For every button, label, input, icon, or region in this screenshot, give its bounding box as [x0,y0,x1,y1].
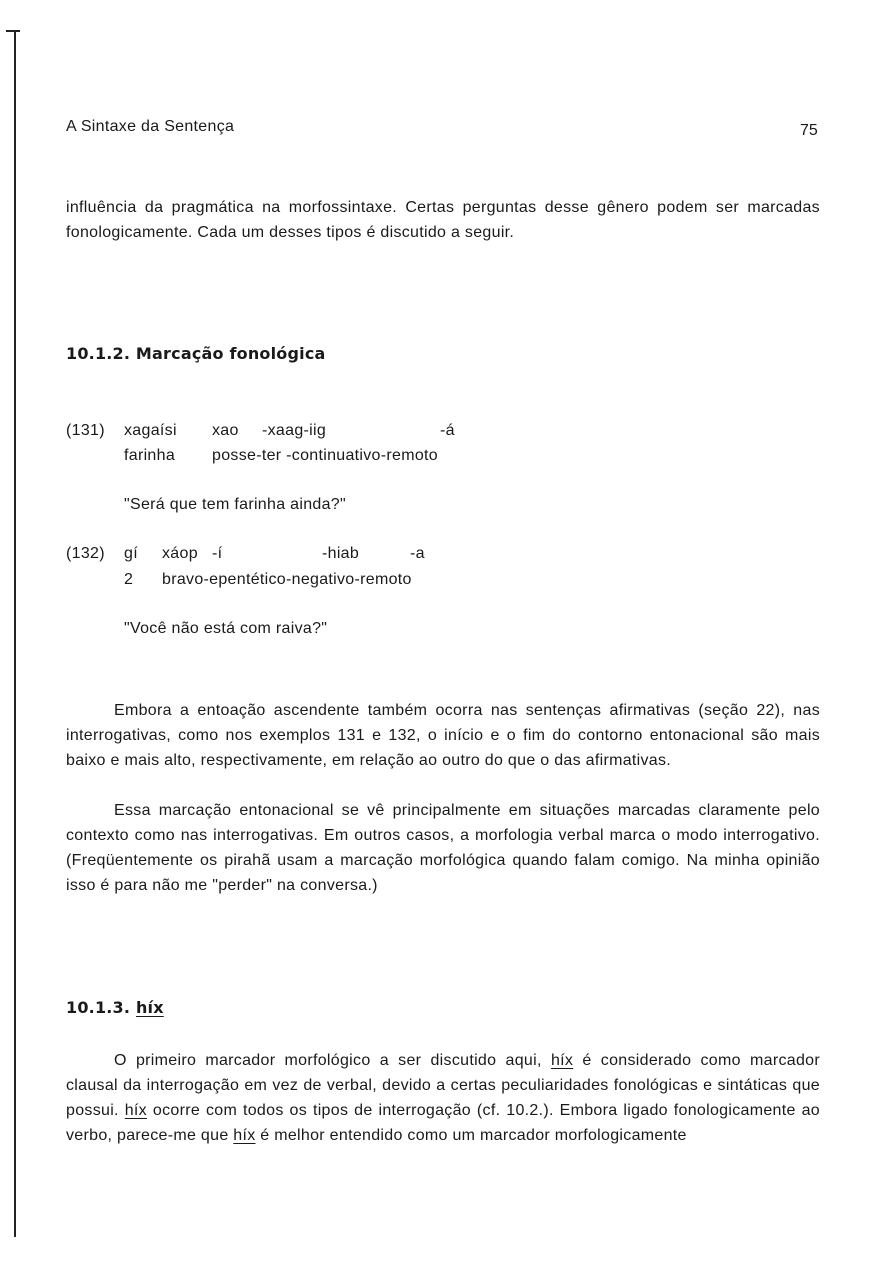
section-heading-term: híx [135,998,164,1017]
paragraph-hix-part-2: é considerado como marcador clausal da interrogação em vez de verbal, devido a certas peculiaridades fonológicas e sintáticas que possui. [66,1052,820,1119]
binding-edge-line [14,32,16,1237]
hix-term-2: híx [124,1102,147,1119]
example-132-gloss-1: 2 [124,571,134,588]
example-131-gloss-2: posse-ter -continuativo-remoto [212,447,438,464]
paragraph-marcacao: Essa marcação entonacional se vê principalmente em situações marcadas claramente pelo contexto como nas interrogativas. Em outros casos, a morfologia verbal marca o modo interrogativo. (Freqüentemente os pirahã usam a marcação morfológica quando falam comigo. Na minha opinião isso é para não me "perder" na conversa.) [66,802,820,894]
intro-paragraph: influência da pragmática na morfossintaxe. Certas perguntas desse gênero podem ser marcadas fonologicamente. Cada um desses tipos é discutido a seguir. [66,199,820,241]
example-132-word-5: -a [410,545,425,562]
binding-edge-tick [6,30,20,32]
running-title: A Sintaxe da Sentença [66,118,235,135]
example-131-word-1: xagaísi [124,422,177,439]
example-131-word-3: -xaag-iig [262,422,327,439]
example-132-word-2: xáop [162,545,198,562]
example-132-word-4: -hiab [322,545,360,562]
example-131-word-4: -á [440,422,455,439]
page-number: 75 [800,122,818,139]
paragraph-hix [66,1048,820,1148]
example-131-translation: "Será que tem farinha ainda?" [124,496,346,513]
paragraph-hix-part-1: O primeiro marcador morfológico a ser discutido aqui, [114,1052,551,1069]
section-heading-10-1-3 [66,998,164,1017]
paragraph-hix-part-3: ocorre com todos os tipos de interrogação (cf. 10.2.). Embora ligado fonologicamente ao verbo, parece-me que [66,1102,820,1144]
example-number-131: (131) [66,422,105,439]
hix-term-3: híx [233,1127,256,1144]
example-132-word-3: -í [212,545,223,562]
example-132-word-1: gí [124,545,138,562]
example-number-132: (132) [66,545,105,562]
section-heading-number: 10.1.3. [66,998,131,1017]
paragraph-hix-part-4: é melhor entendido como um marcador morfologicamente [255,1127,687,1144]
example-131-word-2: xao [212,422,239,439]
hix-term-1: híx [550,1052,574,1069]
section-heading-10-1-2: 10.1.2. Marcação fonológica [66,344,326,363]
paragraph-entoacao: Embora a entoação ascendente também ocorra nas sentenças afirmativas (seção 22), nas interrogativas, como nos exemplos 131 e 132, o início e o fim do contorno entonacional são mais baixo e mais alto, respectivamente, em relação ao outro do que o das afirmativas. [66,702,820,769]
example-132-translation: "Você não está com raiva?" [124,620,328,637]
example-131-gloss-1: farinha [124,447,176,464]
example-132-gloss-2: bravo-epentético-negativo-remoto [162,571,412,588]
